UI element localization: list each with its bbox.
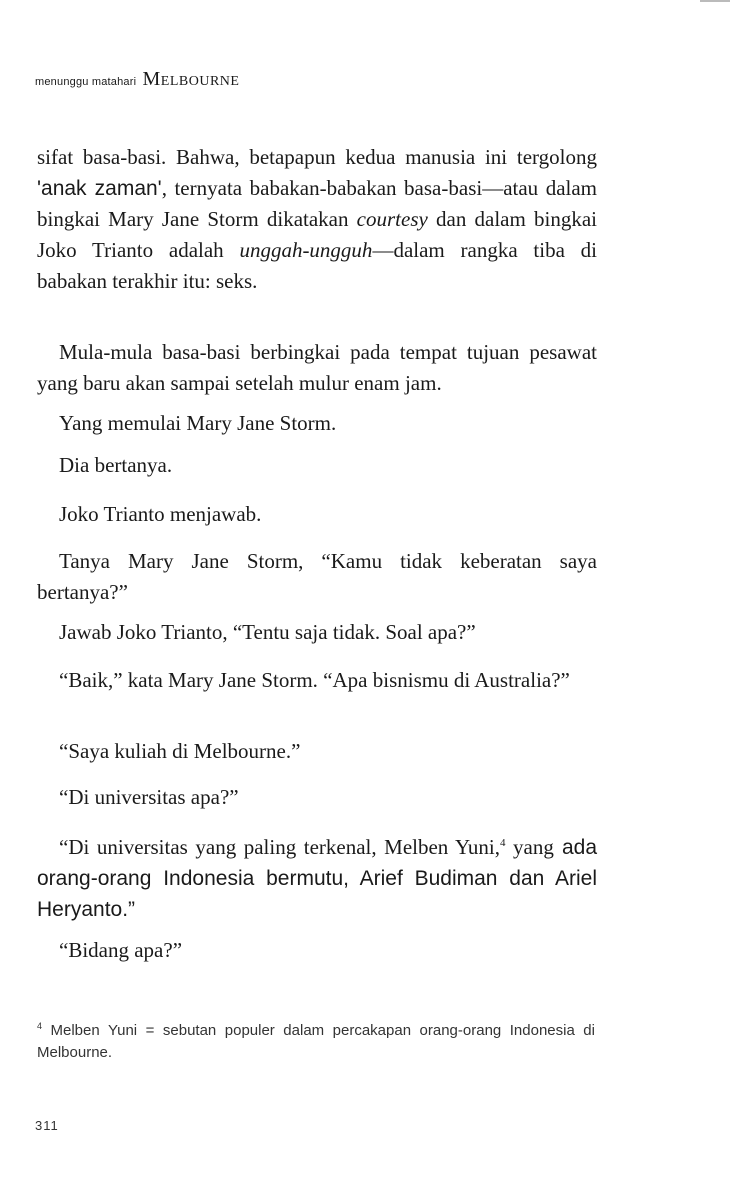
footnote-reference[interactable]: 4: [499, 837, 506, 849]
page-edge-mark: [700, 0, 730, 2]
footnote-marker: 4: [37, 1021, 43, 1031]
paragraph-1-text-a: sifat basa-basi. Bahwa, betapapun kedua manusia ini tergolong: [37, 145, 597, 169]
paragraph-1: [37, 142, 597, 297]
paragraph-9: “Saya kuliah di Melbourne.”: [59, 739, 301, 763]
paragraph-5: Joko Trianto menjawab.: [59, 502, 262, 526]
paragraph-1-unggah-ungguh: unggah-ungguh: [239, 238, 373, 262]
paragraph-7: Jawab Joko Trianto, “Tentu saja tidak. Soal apa?”: [59, 620, 476, 644]
running-header: [35, 68, 239, 91]
footnote: [37, 1020, 595, 1064]
paragraph-8: “Baik,” kata Mary Jane Storm. “Apa bisnismu di Australia?”: [59, 668, 570, 692]
page-number: 311: [35, 1118, 59, 1133]
paragraph-11: [37, 832, 597, 925]
paragraph-3: Yang memulai Mary Jane Storm.: [59, 411, 337, 435]
running-header-prefix: menunggu matahari: [35, 76, 137, 88]
paragraph-1-courtesy: courtesy: [356, 207, 428, 231]
paragraph-1-anak-zaman: 'anak zaman': [37, 177, 162, 200]
paragraph-11-text-b: yang: [505, 835, 554, 859]
paragraph-11-text-c: ada orang-orang Indonesia bermutu, Arief Budiman dan Ariel Heryanto.”: [37, 836, 597, 921]
paragraph-10: “Di universitas apa?”: [59, 785, 239, 809]
paragraph-1-text-b: , ternyata babakan-babakan basa-basi—atau dalam bingkai Mary Jane Storm dikatakan: [37, 176, 598, 231]
paragraph-1-text-d: —dalam rangka tiba di babakan terakhir itu: seks.: [37, 238, 597, 293]
paragraph-12: “Bidang apa?”: [59, 938, 183, 962]
paragraph-1-text-c: dan dalam bingkai Joko Trianto adalah: [37, 207, 597, 262]
running-header-place: Melbourne: [142, 68, 240, 90]
paragraph-6: Tanya Mary Jane Storm, “Kamu tidak keberatan saya bertanya?”: [37, 549, 597, 604]
paragraph-4: Dia bertanya.: [59, 453, 173, 477]
paragraph-2: Mula-mula basa-basi berbingkai pada tempat tujuan pesawat yang baru akan sampai setelah mulur enam jam.: [37, 340, 597, 395]
paragraph-11-text-a: “Di universitas yang paling terkenal, Melben Yuni,: [59, 835, 500, 859]
footnote-text: Melben Yuni = sebutan populer dalam percakapan orang-orang Indonesia di Melbourne.: [37, 1022, 595, 1061]
